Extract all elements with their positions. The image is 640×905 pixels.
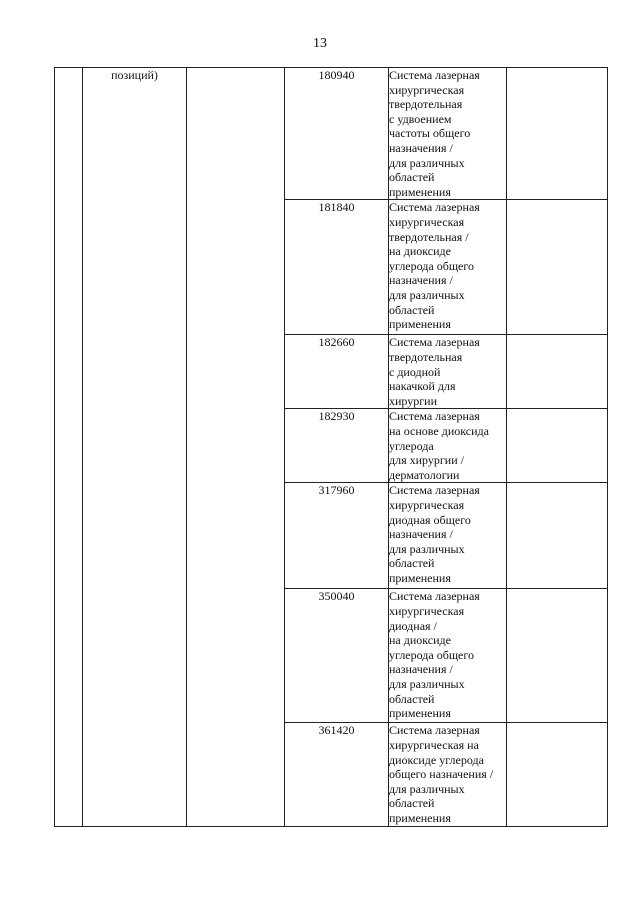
description-line: назначения / <box>389 662 453 677</box>
code-cell: 182660 <box>285 335 389 409</box>
description-cell <box>389 200 507 335</box>
code-cell: 317960 <box>285 483 389 589</box>
device-table <box>54 67 608 827</box>
description-cell <box>389 483 507 589</box>
description-line: общего назначения / <box>389 767 494 782</box>
description-line: хирургическая <box>389 214 465 229</box>
description-line: Система лазерная <box>389 483 480 498</box>
description-line: частоты общего <box>389 126 471 141</box>
empty-cell <box>507 335 608 409</box>
empty-cell <box>507 589 608 723</box>
device-table-body <box>55 68 608 827</box>
description-cell <box>389 409 507 483</box>
description-line: для различных <box>389 155 465 170</box>
page-number: 13 <box>313 36 327 51</box>
empty-cell <box>507 200 608 335</box>
description-line: диодная / <box>389 618 437 633</box>
description-line: углерода <box>389 438 434 453</box>
description-line: Система лазерная <box>389 589 480 604</box>
description-cell <box>389 68 507 200</box>
description-line: твердотельная <box>389 349 463 364</box>
code-cell: 180940 <box>285 68 389 200</box>
description-cell <box>389 335 507 409</box>
description-line: хирургическая <box>389 603 465 618</box>
description-line: диоксиде углерода <box>389 752 484 767</box>
description-line: для различных <box>389 287 465 302</box>
description-line: областей <box>389 691 435 706</box>
description-cell <box>389 723 507 827</box>
empty-cell <box>507 483 608 589</box>
code-cell: 361420 <box>285 723 389 827</box>
description-line: применения <box>389 317 451 332</box>
description-line: с диодной <box>389 364 441 379</box>
description-line: применения <box>389 706 451 721</box>
description-line: применения <box>389 184 451 199</box>
description-line: применения <box>389 570 451 585</box>
description-line: хирургии <box>389 393 438 408</box>
description-line: назначения / <box>389 273 453 288</box>
description-line: с удвоением <box>389 111 452 126</box>
description-line: назначения / <box>389 527 453 542</box>
description-line: твердотельная <box>389 97 463 112</box>
description-line: на диоксиде <box>389 633 451 648</box>
description-line: Система лазерная <box>389 409 480 424</box>
code-cell: 182930 <box>285 409 389 483</box>
description-line: диодная общего <box>389 512 471 527</box>
description-line: хирургическая на <box>389 737 479 752</box>
description-line: для различных <box>389 676 465 691</box>
description-line: Система лазерная <box>389 723 480 738</box>
description-line: углерода общего <box>389 258 475 273</box>
description-line: хирургическая <box>389 82 465 97</box>
description-line: применения <box>389 810 451 825</box>
description-line: дерматологии <box>389 467 460 482</box>
description-line: Система лазерная <box>389 335 480 350</box>
description-cell <box>389 589 507 723</box>
code-cell: 350040 <box>285 589 389 723</box>
empty-cell <box>507 409 608 483</box>
description-line: областей <box>389 302 435 317</box>
description-line: для различных <box>389 781 465 796</box>
description-line: для различных <box>389 541 465 556</box>
empty-cell <box>187 68 285 827</box>
description-line: назначения / <box>389 140 453 155</box>
description-line: областей <box>389 796 435 811</box>
empty-cell <box>507 68 608 200</box>
description-line: областей <box>389 556 435 571</box>
empty-cell <box>507 723 608 827</box>
number-cell <box>55 68 83 827</box>
description-line: углерода общего <box>389 647 475 662</box>
code-cell: 181840 <box>285 200 389 335</box>
description-line: накачкой для <box>389 379 456 394</box>
description-line: областей <box>389 170 435 185</box>
position-continuation-cell: позиций) <box>83 68 187 827</box>
description-line: на диоксиде <box>389 244 451 259</box>
description-line: Система лазерная <box>389 200 480 215</box>
description-line: хирургическая <box>389 497 465 512</box>
description-line: твердотельная / <box>389 229 469 244</box>
description-line: для хирургии / <box>389 453 464 468</box>
table-row <box>55 68 608 200</box>
description-line: Система лазерная <box>389 68 480 82</box>
description-line: на основе диоксида <box>389 423 489 438</box>
